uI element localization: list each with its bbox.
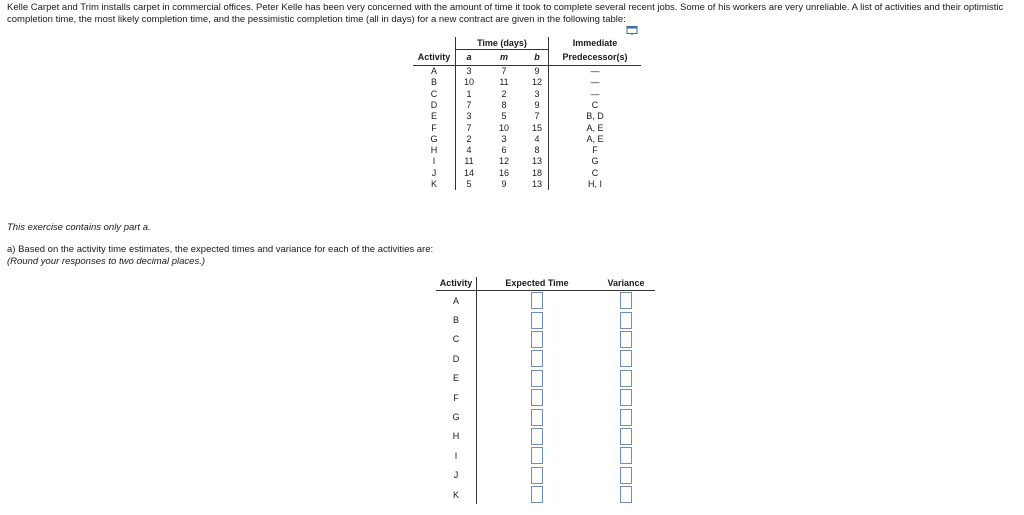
- optimistic-cell: 7: [466, 99, 472, 110]
- answer-row: [436, 349, 655, 368]
- pessimistic-cell: 8: [526, 145, 549, 156]
- predecessor-cell: C: [591, 167, 599, 178]
- expected-time-input[interactable]: [531, 389, 543, 406]
- pessimistic-cell: 13: [526, 156, 549, 167]
- predecessor-cell: —: [590, 77, 600, 88]
- predecessor-cell: —: [590, 66, 600, 77]
- optimistic-cell: 1: [466, 88, 472, 99]
- most-likely-cell: 11: [499, 77, 509, 88]
- answer-row: [436, 407, 655, 426]
- most-likely-cell: 7: [501, 66, 507, 77]
- activity-cell: F: [413, 122, 456, 133]
- variance-input[interactable]: [620, 389, 632, 406]
- activity-row: [413, 100, 641, 111]
- expected-time-input[interactable]: [531, 486, 543, 503]
- answer-table: [436, 277, 655, 504]
- answer-activity-cell: D: [436, 349, 477, 368]
- variance-header: Variance: [597, 277, 655, 291]
- answer-row: [436, 388, 655, 407]
- answer-row: [436, 330, 655, 349]
- variance-input[interactable]: [620, 447, 632, 464]
- variance-input[interactable]: [620, 370, 632, 387]
- expected-time-input[interactable]: [531, 447, 543, 464]
- variance-input[interactable]: [620, 467, 632, 484]
- predecessor-cell: H, I: [587, 179, 602, 190]
- activity-row: [413, 156, 641, 167]
- activity-row: [413, 122, 641, 133]
- predecessor-cell: G: [591, 156, 599, 167]
- answer-activity-cell: I: [436, 446, 477, 465]
- activity-row: [413, 77, 641, 88]
- answer-row: [436, 310, 655, 329]
- problem-line-2: completion time, the most likely completion time, and the pessimistic completion time (all in days) for a new contract are given in the following table:: [7, 14, 626, 25]
- expected-time-input[interactable]: [531, 428, 543, 445]
- answer-activity-cell: B: [436, 310, 477, 329]
- activity-cell: B: [413, 77, 456, 88]
- activity-cell: E: [413, 111, 456, 122]
- answer-activity-header: Activity: [436, 277, 477, 291]
- pessimistic-cell: 9: [526, 100, 549, 111]
- activity-row: [413, 134, 641, 145]
- answer-activity-cell: J: [436, 466, 477, 485]
- expected-time-input[interactable]: [531, 350, 543, 367]
- answer-activity-cell: G: [436, 407, 477, 426]
- pessimistic-cell: 9: [526, 66, 549, 78]
- pessimistic-cell: 15: [526, 122, 549, 133]
- activity-cell: K: [413, 179, 456, 190]
- pessimistic-cell: 13: [526, 179, 549, 190]
- answer-activity-cell: H: [436, 427, 477, 446]
- most-likely-cell: 5: [501, 111, 507, 122]
- activity-cell: D: [413, 100, 456, 111]
- optimistic-cell: 5: [466, 179, 472, 190]
- variance-input[interactable]: [620, 486, 632, 503]
- predecessor-cell: B, D: [586, 111, 604, 122]
- activity-col-header: Activity: [413, 50, 456, 66]
- expected-time-input[interactable]: [531, 409, 543, 426]
- expected-time-input[interactable]: [531, 312, 543, 329]
- b-col-header: b: [526, 50, 549, 66]
- predecessor-cell: A, E: [586, 133, 604, 144]
- optimistic-cell: 14: [463, 167, 474, 178]
- optimistic-cell: 11: [464, 156, 474, 167]
- activity-cell: A: [413, 66, 456, 78]
- answer-row: [436, 427, 655, 446]
- answer-activity-cell: E: [436, 369, 477, 388]
- activity-row: [413, 179, 641, 190]
- answer-activity-cell: A: [436, 291, 477, 311]
- most-likely-cell: 2: [501, 88, 507, 99]
- activity-row: [413, 111, 641, 122]
- answer-row: [436, 369, 655, 388]
- activity-data-table: [413, 37, 641, 190]
- most-likely-cell: 3: [501, 133, 507, 144]
- most-likely-cell: 12: [498, 156, 509, 167]
- optimistic-cell: 4: [466, 145, 472, 156]
- pessimistic-cell: 4: [526, 134, 549, 145]
- variance-input[interactable]: [620, 331, 632, 348]
- rounding-instruction: (Round your responses to two decimal places.): [7, 255, 206, 267]
- problem-statement: [7, 2, 1017, 26]
- optimistic-cell: 3: [466, 111, 472, 122]
- most-likely-cell: 16: [498, 167, 509, 178]
- most-likely-cell: 10: [498, 122, 509, 133]
- expected-time-input[interactable]: [531, 467, 543, 484]
- most-likely-cell: 8: [501, 99, 507, 110]
- a-col-header: a: [456, 50, 483, 66]
- predecessor-cell: —: [590, 88, 600, 99]
- problem-line-1: Kelle Carpet and Trim installs carpet in commercial offices. Peter Kelle has been very concerned with the amount of time it took to complete several recent jobs. Some of his workers are very unreliable. A list of activities and their optimistic: [7, 2, 1004, 13]
- predecessor-cell: F: [592, 145, 598, 156]
- pessimistic-cell: 3: [526, 89, 549, 100]
- answer-row: [436, 446, 655, 465]
- activity-cell: J: [413, 168, 456, 179]
- exercise-note: This exercise contains only part a.: [7, 222, 151, 233]
- optimistic-cell: 2: [466, 133, 472, 144]
- pessimistic-cell: 7: [526, 111, 549, 122]
- predecessor-cell: A, E: [586, 122, 604, 133]
- m-col-header: m: [482, 50, 526, 66]
- activity-cell: H: [413, 145, 456, 156]
- expected-time-input[interactable]: [531, 292, 543, 309]
- activity-row: [413, 89, 641, 100]
- activity-row: [413, 66, 641, 78]
- most-likely-cell: 9: [501, 179, 507, 190]
- variance-input[interactable]: [620, 409, 632, 426]
- variance-input[interactable]: [620, 350, 632, 367]
- pessimistic-cell: 12: [526, 77, 549, 88]
- predecessor-header-2: Predecessor(s): [549, 50, 642, 66]
- predecessor-cell: C: [591, 99, 599, 110]
- optimistic-cell: 3: [466, 66, 472, 77]
- time-days-header: Time (days): [456, 37, 549, 50]
- variance-input[interactable]: [620, 312, 632, 329]
- answer-activity-cell: F: [436, 388, 477, 407]
- answer-activity-cell: K: [436, 485, 477, 504]
- pessimistic-cell: 18: [526, 168, 549, 179]
- activity-cell: I: [413, 156, 456, 167]
- expected-time-header: Expected Time: [477, 277, 598, 291]
- activity-row: [413, 168, 641, 179]
- predecessor-header-1: Immediate: [572, 38, 618, 49]
- answer-row: [436, 291, 655, 311]
- most-likely-cell: 6: [501, 145, 507, 156]
- expected-time-input[interactable]: [531, 331, 543, 348]
- copy-table-icon[interactable]: [626, 26, 638, 36]
- answer-activity-cell: C: [436, 330, 477, 349]
- optimistic-cell: 7: [466, 122, 472, 133]
- variance-input[interactable]: [620, 292, 632, 309]
- activity-cell: G: [413, 134, 456, 145]
- question-text: a) Based on the activity time estimates, the expected times and variance for each of the activities are:: [7, 244, 434, 255]
- answer-row: [436, 466, 655, 485]
- activity-row: [413, 145, 641, 156]
- optimistic-cell: 10: [463, 77, 474, 88]
- question-part-a: [7, 244, 433, 267]
- expected-time-input[interactable]: [531, 370, 543, 387]
- activity-cell: C: [413, 89, 456, 100]
- variance-input[interactable]: [620, 428, 632, 445]
- answer-row: [436, 485, 655, 504]
